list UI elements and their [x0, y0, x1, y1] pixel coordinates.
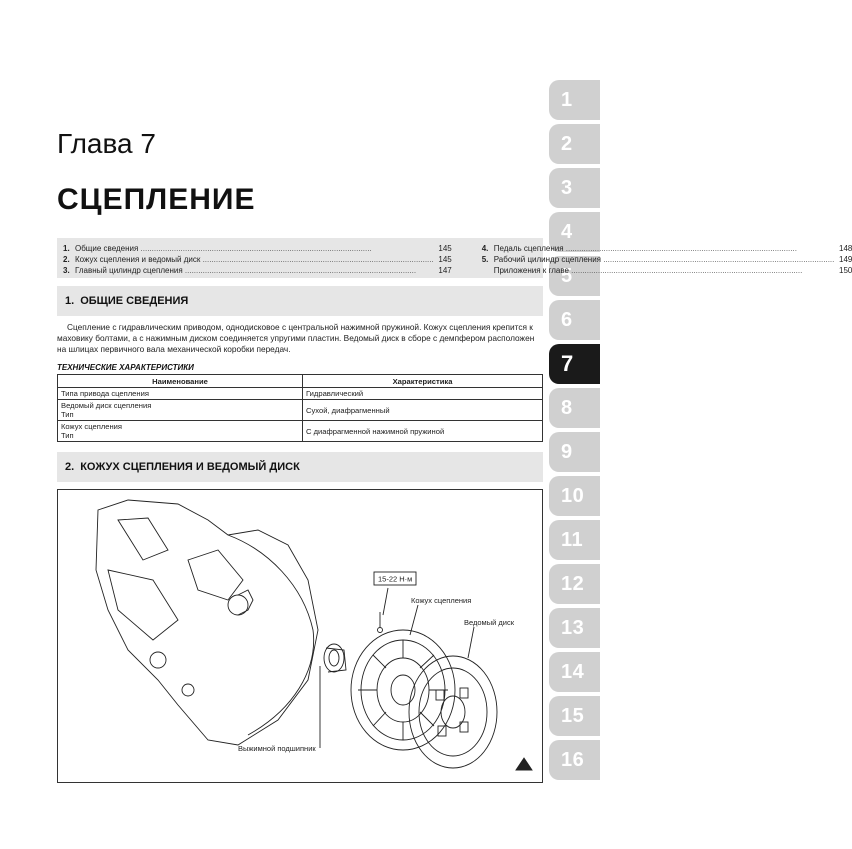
- chapter-label: Глава 7: [57, 128, 156, 159]
- table-row: [58, 421, 543, 442]
- spec-value-cell: Сухой, диафрагменный: [303, 400, 543, 421]
- table-row: [58, 388, 543, 400]
- toc-item[interactable]: [482, 243, 852, 254]
- toc-item-title: Кожух сцепления и ведомый диск .....: [75, 254, 434, 265]
- toc-item-number: 3.: [63, 266, 70, 275]
- table-header-row: [58, 375, 543, 388]
- release-bearing-label: Выжимной подшипник: [238, 744, 316, 753]
- section-title: ОБЩИЕ СВЕДЕНИЯ: [80, 295, 189, 307]
- chapter-tab-6[interactable]: 6: [549, 300, 600, 340]
- chapter-tab-5[interactable]: 5: [549, 256, 600, 296]
- spec-subname: Тип: [61, 410, 74, 419]
- release-bearing-shape: [324, 644, 346, 672]
- toc-column-right: [482, 243, 852, 273]
- column-header-name: Наименование: [58, 375, 303, 388]
- toc-item[interactable]: [63, 254, 452, 265]
- chapter-tab-10[interactable]: 10: [549, 476, 600, 516]
- section-heading-clutch-cover: [57, 452, 543, 482]
- toc-item-title: Общие сведения .....: [75, 243, 434, 254]
- chapter-tab-4[interactable]: 4: [549, 212, 600, 252]
- table-row: [58, 400, 543, 421]
- chapter-tab-16[interactable]: 16: [549, 740, 600, 780]
- clutch-cover-shape: [351, 612, 455, 750]
- section-number: 1.: [65, 295, 75, 307]
- spec-name-cell: [58, 388, 303, 400]
- toc-column-left: [63, 243, 452, 273]
- chapter-tab-12[interactable]: 12: [549, 564, 600, 604]
- spec-value-cell: С диафрагменной нажимной пружиной: [303, 421, 543, 442]
- body-paragraph: Сцепление с гидравлическим приводом, однодисковое с центральной нажимной пружиной. Кожух сцепления крепится к маховику болтами, а с нажимным диском соединяется упругими пластин. Ведомый диск в сборе с демпфером расположен на шлицах первичного вала механической коробки передач.: [57, 322, 535, 354]
- toc-item-title: Рабочий цилиндр сцепления .....: [494, 254, 835, 265]
- spec-name-cell: [58, 400, 303, 421]
- toc-item-number: [482, 265, 494, 276]
- column-header-value: Характеристика: [303, 375, 543, 388]
- chapter-tab-13[interactable]: 13: [549, 608, 600, 648]
- toc-item-number: 1.: [63, 244, 70, 253]
- toc-item[interactable]: [482, 265, 852, 276]
- chapter-tab-1[interactable]: 1: [549, 80, 600, 120]
- publisher-logo: [516, 758, 532, 770]
- gearbox-housing: [96, 500, 318, 745]
- clutch-diagram: [57, 489, 543, 783]
- chapter-tabs: [549, 80, 600, 784]
- toc-item-page: 148: [839, 244, 852, 253]
- gearbox-bell-flange: [228, 535, 314, 735]
- clutch-cover-label: Кожух сцепления: [411, 596, 472, 605]
- spec-table: [57, 374, 543, 442]
- chapter-tab-7-active[interactable]: 7: [549, 344, 600, 384]
- toc-item[interactable]: [482, 254, 852, 265]
- toc-item-title: Главный цилиндр сцепления .....: [75, 265, 434, 276]
- section-number: 2.: [65, 461, 75, 473]
- toc-item-page: 150: [839, 266, 852, 275]
- chapter-tab-14[interactable]: 14: [549, 652, 600, 692]
- spec-name-cell: [58, 421, 303, 442]
- chapter-tab-3[interactable]: 3: [549, 168, 600, 208]
- spec-heading: ТЕХНИЧЕСКИЕ ХАРАКТЕРИСТИКИ: [57, 363, 194, 372]
- section-heading-general: [57, 286, 543, 316]
- toc-item-number: 2.: [63, 255, 70, 264]
- toc-item-page: 145: [438, 255, 452, 264]
- toc-item-page: 149: [839, 255, 852, 264]
- toc-item-title: Педаль сцепления .....: [494, 243, 835, 254]
- chapter-tab-9[interactable]: 9: [549, 432, 600, 472]
- spec-name: Ведомый диск сцепления: [61, 401, 152, 410]
- spec-subname: Тип: [61, 431, 74, 440]
- toc-item[interactable]: [63, 265, 452, 276]
- chapter-tab-11[interactable]: 11: [549, 520, 600, 560]
- torque-label: 15-22 Н·м: [378, 574, 413, 584]
- spec-name: Типа привода сцепления: [61, 389, 149, 398]
- chapter-title: СЦЕПЛЕНИЕ: [57, 183, 256, 216]
- toc-item-page: 147: [438, 266, 452, 275]
- chapter-tab-2[interactable]: 2: [549, 124, 600, 164]
- chapter-tab-15[interactable]: 15: [549, 696, 600, 736]
- spec-value-cell: Гидравлический: [303, 388, 543, 400]
- toc-item-number: 4.: [481, 244, 489, 253]
- section-title: КОЖУХ СЦЕПЛЕНИЯ И ВЕДОМЫЙ ДИСК: [80, 461, 300, 473]
- spec-name: Кожух сцепления: [61, 422, 123, 431]
- clutch-disc-label: Ведомый диск: [464, 618, 514, 627]
- toc-item-title: Приложения к главе .....: [494, 265, 835, 276]
- toc-item-page: 145: [438, 244, 452, 253]
- chapter-contents: [57, 238, 852, 278]
- toc-item-number: 5.: [481, 255, 489, 264]
- chapter-tab-8[interactable]: 8: [549, 388, 600, 428]
- toc-item[interactable]: [63, 243, 452, 254]
- clutch-exploded-view: [58, 490, 542, 782]
